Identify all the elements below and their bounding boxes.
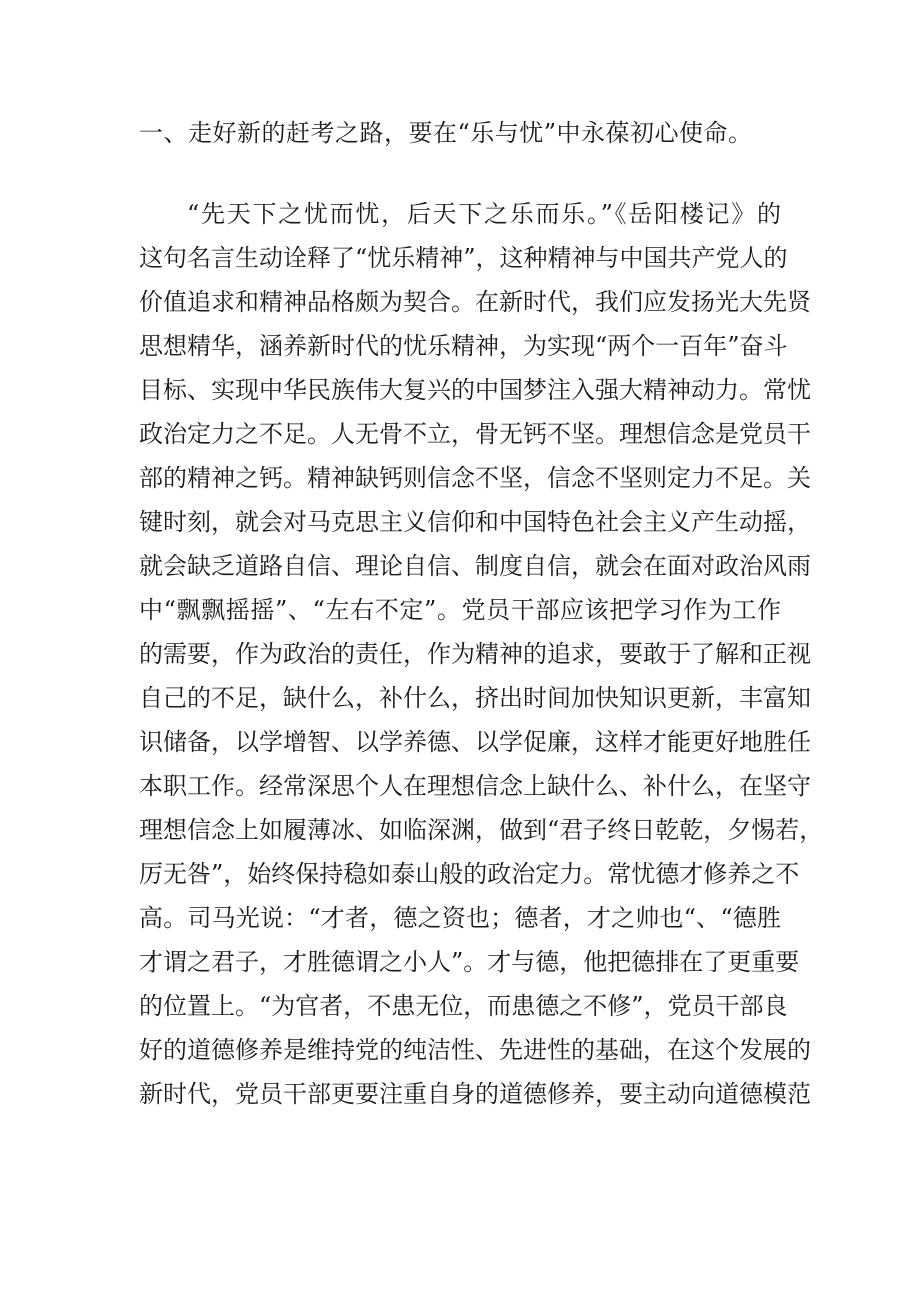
paragraph-line: 政治定力之不足。人无骨不立，骨无钙不坚。理想信念是党员干: [139, 420, 811, 448]
paragraph-line: 价值追求和精神品格颇为契合。在新时代，我们应发扬光大先贤: [139, 288, 811, 316]
section-heading: 一、走好新的赶考之路，要在“乐与忧”中永葆初心使命。: [139, 119, 753, 147]
paragraph-line: 思想精华，涵养新时代的忧乐精神，为实现“两个一百年”奋斗: [139, 332, 788, 360]
paragraph-line: 才谓之君子，才胜德谓之小人”。才与德，他把德排在了更重要: [139, 948, 800, 976]
paragraph-line: 理想信念上如履薄冰、如临深渊，做到“君子终日乾乾，夕惕若，: [139, 816, 824, 844]
paragraph-line: 的需要，作为政治的责任，作为精神的追求，要敢于了解和正视: [139, 640, 811, 668]
paragraph-line: 的位置上。“为官者，不患无位，而患德之不修”，党员干部良: [139, 992, 788, 1020]
paragraph-line: 高。司马光说：“才者，德之资也；德者，才之帅也“、“德胜: [139, 904, 781, 932]
paragraph-line: 就会缺乏道路自信、理论自信、制度自信，就会在面对政治风雨: [139, 552, 811, 580]
paragraph-line: 本职工作。经常深思个人在理想信念上缺什么、补什么，在坚守: [139, 772, 811, 800]
paragraph-line: 识储备，以学增智、以学养德、以学促廉，这样才能更好地胜任: [139, 728, 811, 756]
paragraph-line: 好的道德修养是维持党的纯洁性、先进性的基础，在这个发展的: [139, 1036, 811, 1064]
paragraph-line: 中“飘飘摇摇”、“左右不定”。党员干部应该把学习作为工作: [139, 596, 781, 624]
paragraph-line: 这句名言生动诠释了“忧乐精神”，这种精神与中国共产党人的: [139, 244, 788, 272]
paragraph-line: 目标、实现中华民族伟大复兴的中国梦注入强大精神动力。常忧: [139, 376, 811, 404]
paragraph-line: 部的精神之钙。精神缺钙则信念不坚，信念不坚则定力不足。关: [139, 464, 811, 492]
paragraph-line: 键时刻，就会对马克思主义信仰和中国特色社会主义产生动摇，: [139, 508, 811, 536]
paragraph-line: 新时代，党员干部更要注重自身的道德修养，要主动向道德模范: [139, 1080, 811, 1108]
paragraph-line: 自己的不足，缺什么，补什么，挤出时间加快知识更新，丰富知: [139, 684, 811, 712]
paragraph-line: “先天下之忧而忧，后天下之乐而乐。”《岳阳楼记》的: [187, 200, 781, 228]
paragraph-line: 厉无咎”，始终保持稳如泰山般的政治定力。常忧德才修养之不: [139, 860, 800, 888]
